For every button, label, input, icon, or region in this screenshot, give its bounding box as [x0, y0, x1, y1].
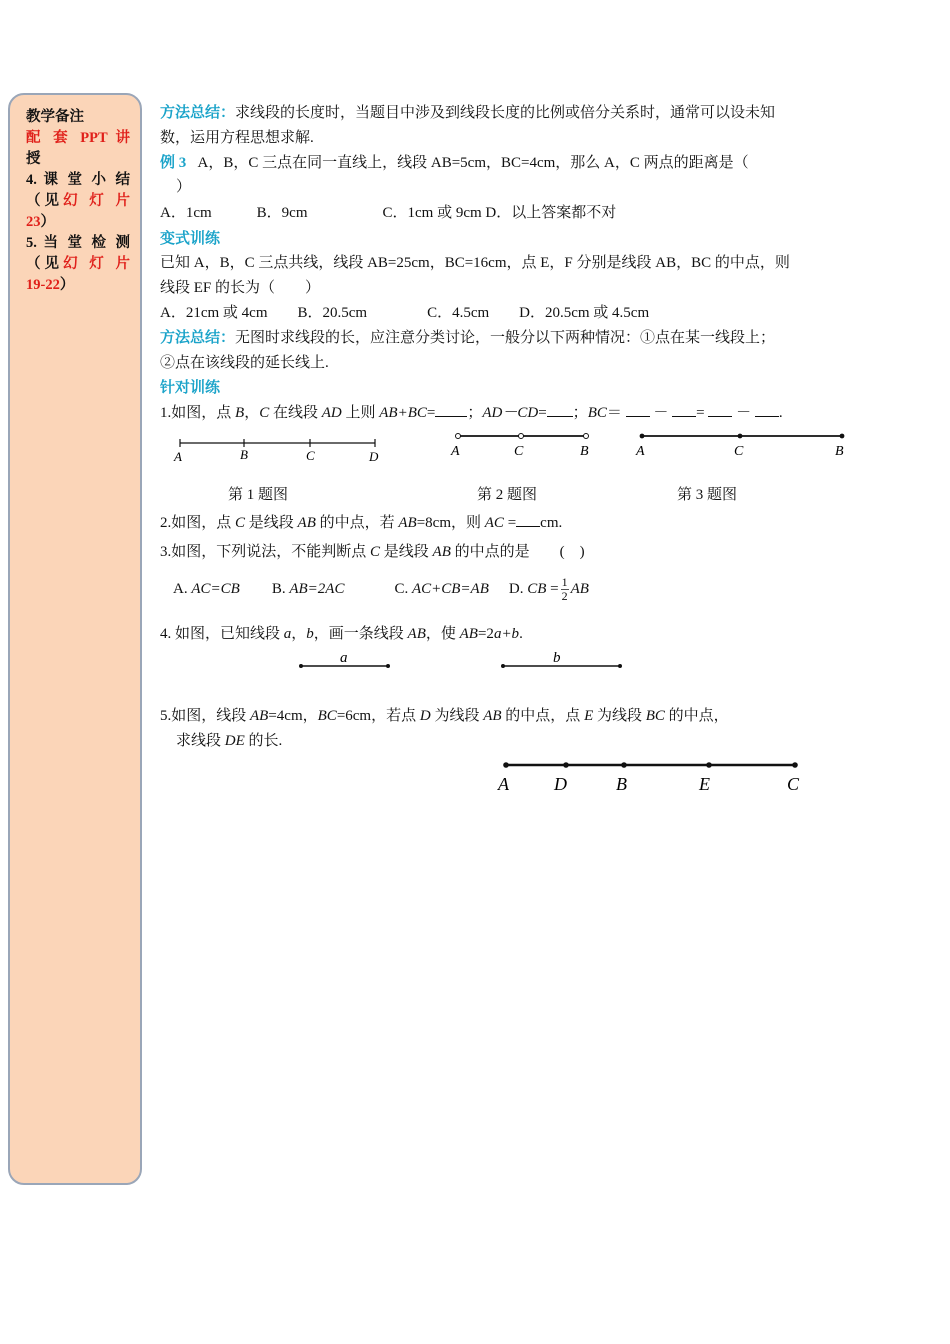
point-b — [840, 434, 845, 439]
point-label-e: E — [699, 774, 710, 794]
point-label-c: C — [734, 444, 744, 459]
point-label-b: B — [580, 444, 589, 459]
example-3-options: A．1cm B．9cm C．1cm 或 9cm D．以上答案都不对 — [160, 205, 617, 221]
answer-blank[interactable] — [516, 512, 540, 527]
method-summary-2-line1: 方法总结：无图时求线段的长，应注意分类讨论，一般分以下两种情况：①点在某一线段上； — [160, 330, 776, 346]
segment-b-label: b — [553, 650, 561, 666]
point-a — [503, 762, 509, 768]
sidebar-line-ppt: 配 套 PPT 讲 — [26, 130, 130, 146]
point-label-a: A — [451, 444, 460, 459]
teaching-notes-sidebar — [8, 93, 142, 1185]
method-summary-label: 方法总结： — [160, 105, 236, 121]
question-5-line1: 5.如图，线段 AB=4cm，BC=6cm，若点 D 为线段 AB 的中点，点 E 为线段 BC 的中点， — [160, 708, 729, 724]
point-label-a: A — [498, 774, 509, 794]
example-3-question: 例 3 A，B，C 三点在同一直线上，线段 AB=5cm，BC=4cm，那么 A，C 两点的距离是（ — [160, 155, 749, 171]
figure-3-segment — [632, 426, 857, 462]
figure-2-caption: 第 2 题图 — [477, 487, 538, 503]
point-label-d: D — [554, 774, 567, 794]
point-label-b: B — [835, 444, 844, 459]
variant-options: A．21cm 或 4cm B．20.5cm C．4.5cm D．20.5cm 或 4.5cm — [160, 305, 650, 321]
fraction-one-half: $\frac{1}{2}$ — [561, 575, 568, 604]
sidebar-title: 教学备注 — [26, 109, 84, 125]
sidebar-line-slide-ref-1: （见幻 灯 片 — [26, 193, 131, 209]
option-d[interactable]: D. CB = $\frac{1}{2}$ AB — [508, 575, 589, 604]
figure-1-segment — [170, 432, 390, 466]
point-label-d: D — [369, 449, 379, 464]
answer-blank[interactable] — [435, 402, 467, 417]
point-label-b: B — [240, 447, 248, 462]
point-e — [706, 762, 712, 768]
sidebar-line-slide-num-1: 23） — [26, 214, 55, 230]
point-c — [738, 434, 743, 439]
figure-5-segment — [492, 755, 812, 797]
point-label-c: C — [514, 444, 524, 459]
question-4: 4. 如图，已知线段 a，b，画一条线段 AB，使 AB=2a+b. — [160, 626, 523, 642]
question-2: 2.如图，点 C 是线段 AB 的中点，若 AB=8cm，则 AC = cm. — [160, 511, 562, 532]
question-3: 3.如图，下列说法，不能判断点 C 是线段 AB 的中点的是 ( ) — [160, 544, 585, 560]
example-3-paren: ） — [176, 179, 192, 195]
point-label-c: C — [306, 448, 315, 463]
answer-blank[interactable] — [755, 402, 779, 417]
sidebar-line-test: 5. 当 堂 检 测 — [26, 235, 130, 251]
segment-a-label: a — [340, 650, 348, 666]
segment-a — [296, 646, 396, 674]
variant-training-label: 变式训练 — [160, 231, 221, 247]
method-summary-1-line1: 方法总结：求线段的长度时，当题目中涉及到线段长度的比例或倍分关系时，通常可以设未知 — [160, 105, 776, 121]
figure-1-caption: 第 1 题图 — [228, 487, 289, 503]
option-c[interactable]: C. AC+CB=AB — [394, 581, 489, 597]
figure-3-caption: 第 3 题图 — [677, 487, 738, 503]
segment-b — [498, 646, 628, 674]
point-b — [584, 434, 589, 439]
question-3-options — [173, 571, 589, 611]
point-label-a: A — [636, 444, 645, 459]
point-label-a: A — [174, 449, 182, 464]
answer-blank[interactable] — [626, 402, 650, 417]
point-label-b: B — [616, 774, 627, 794]
sidebar-line-teach: 授 — [26, 151, 41, 167]
variant-question-line1: 已知 A，B，C 三点共线，线段 AB=25cm，BC=16cm，点 E，F 分别是线段 AB，BC 的中点，则 — [160, 255, 790, 271]
sidebar-line-summary: 4. 课 堂 小 结 — [26, 172, 130, 188]
method-summary-1-line2: 数，运用方程思想求解. — [160, 130, 314, 146]
question-5-line2: 求线段 DE 的长. — [176, 733, 283, 749]
variant-question-line2: 线段 EF 的长为（ ） — [160, 280, 321, 296]
practice-label: 针对训练 — [160, 380, 221, 396]
example-3-label: 例 3 — [160, 155, 187, 171]
figure-2-segment — [448, 426, 598, 462]
answer-blank[interactable] — [672, 402, 696, 417]
point-a — [640, 434, 645, 439]
option-a[interactable]: A. AC=CB — [173, 581, 240, 597]
answer-blank[interactable] — [547, 402, 573, 417]
point-c — [792, 762, 798, 768]
point-d — [563, 762, 569, 768]
point-b — [621, 762, 627, 768]
point-c — [519, 434, 524, 439]
point-a — [456, 434, 461, 439]
option-b[interactable]: B. AB=2AC — [271, 581, 345, 597]
question-1: 1.如图，点 B，C 在线段 AD 上则 AB+BC= ；AD－CD= ；BC＝ － = － . — [160, 401, 783, 422]
sidebar-line-slide-ref-2: （见幻 灯 片 — [26, 256, 131, 272]
method-summary-2-line2: ②点在该线段的延长线上. — [160, 355, 329, 371]
method-summary-label-2: 方法总结： — [160, 330, 236, 346]
point-label-c: C — [787, 774, 800, 794]
answer-blank[interactable] — [708, 402, 732, 417]
sidebar-line-slide-num-2: 19-22） — [26, 277, 75, 293]
